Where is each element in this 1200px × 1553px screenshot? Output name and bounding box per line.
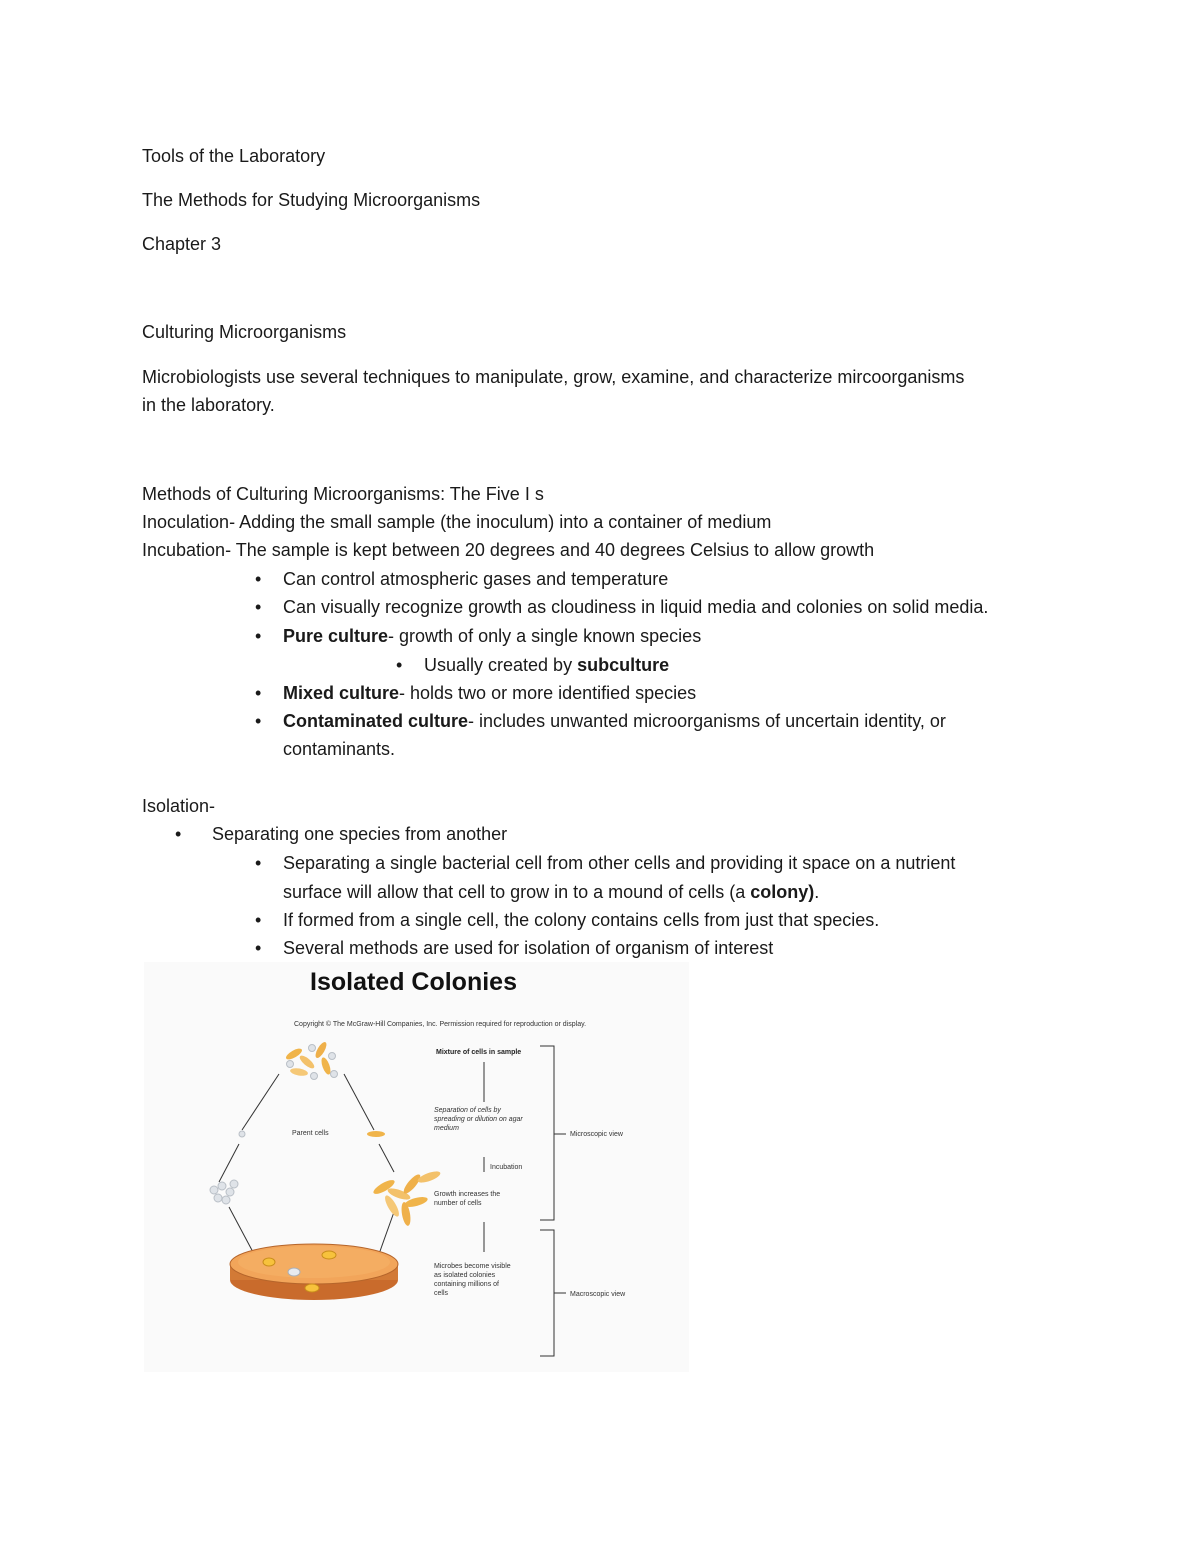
isolated-colonies-figure [144,962,689,1372]
chapter-label: Chapter 3 [142,234,222,254]
figure-illustration [144,962,689,1372]
step-separation-label: Separation of cells by spreading or dilution on agar medium [434,1107,523,1132]
bullet-icon: • [255,910,262,930]
bullet-icon: • [255,626,262,646]
term-colony: colony) [750,882,815,902]
yellow-colony [263,1258,275,1266]
incubation-label: Incubation [490,1164,523,1171]
parent-cell-coccus [239,1131,245,1137]
bullet-single-cell-line2: surface will allow that cell to grow in to a mound of cells (a colony). [283,882,820,902]
term-subculture: subculture [577,655,670,675]
bullet-subculture: Usually created by subculture [424,655,670,675]
bullet-contaminated-culture: Contaminated culture- includes unwanted microorganisms of uncertain identity, or [283,711,946,731]
bullet-icon: • [255,853,262,873]
figure-copyright: Copyright © The McGraw-Hill Companies, Inc. Permission required for reproduction or display. [294,1021,587,1028]
bullet-single-species-colony: If formed from a single cell, the colony contains cells from just that species. [283,910,880,930]
yellow-colony [305,1284,319,1292]
macroscopic-view-label: Macroscopic view [570,1291,626,1298]
term-mixed-culture: Mixed culture [283,683,400,703]
bullet-icon: • [255,711,262,731]
petri-dish [230,1244,398,1300]
section-heading-isolation: Isolation- [142,796,216,816]
bullet-visual-growth: Can visually recognize growth as cloudiness in liquid media and colonies on solid media. [283,597,989,617]
inoculation-line: Inoculation- Adding the small sample (the inoculum) into a container of medium [142,512,772,532]
term-contaminated-culture: Contaminated culture [283,711,469,731]
figure-title: Isolated Colonies [310,968,517,996]
intro-paragraph-line1: Microbiologists use several techniques to manipulate, grow, examine, and characterize mircoorganisms [142,367,965,387]
bullet-pure-culture: Pure culture- growth of only a single known species [283,626,702,646]
yellow-colony [322,1251,336,1259]
section-heading-methods: Methods of Culturing Microorganisms: The Five I s [142,484,544,504]
bullet-icon: • [175,824,182,844]
step-growth-label: Growth increases the number of cells [434,1191,501,1207]
bullet-atmospheric: Can control atmospheric gases and temperature [283,569,669,589]
step-growth-label-box [434,1190,519,1218]
parent-cells-label: Parent cells [292,1130,329,1137]
section-heading-culturing: Culturing Microorganisms [142,322,347,342]
step-mixture-label: Mixture of cells in sample [436,1049,522,1056]
bullet-several-methods: Several methods are used for isolation of organism of interest [283,938,774,958]
bullet-icon: • [255,683,262,703]
bullet-icon: • [396,655,403,675]
bullet-icon: • [255,938,262,958]
doc-subtitle: The Methods for Studying Microorganisms [142,190,481,210]
bullet-separating-species: Separating one species from another [212,824,508,844]
step-separation-label-box [434,1106,524,1150]
microscopic-view-label: Microscopic view [570,1131,623,1138]
bullet-mixed-culture: Mixed culture- holds two or more identified species [283,683,697,703]
bullet-icon: • [255,597,262,617]
step-visible-colonies-label-box [434,1262,514,1306]
white-colony [288,1268,300,1276]
incubation-line: Incubation- The sample is kept between 20 degrees and 40 degrees Celsius to allow growth [142,540,875,560]
intro-paragraph-line2: in the laboratory. [142,395,275,415]
doc-title: Tools of the Laboratory [142,146,326,166]
bullet-single-cell-line1: Separating a single bacterial cell from other cells and providing it space on a nutrient [283,853,956,873]
bullet-contaminated-culture-cont: contaminants. [283,739,396,759]
step-visible-colonies-label: Microbes become visible as isolated colonies containing millions of cells [434,1263,511,1297]
bullet-icon: • [255,569,262,589]
term-pure-culture: Pure culture [283,626,389,646]
parent-cell-bacillus [367,1131,385,1137]
